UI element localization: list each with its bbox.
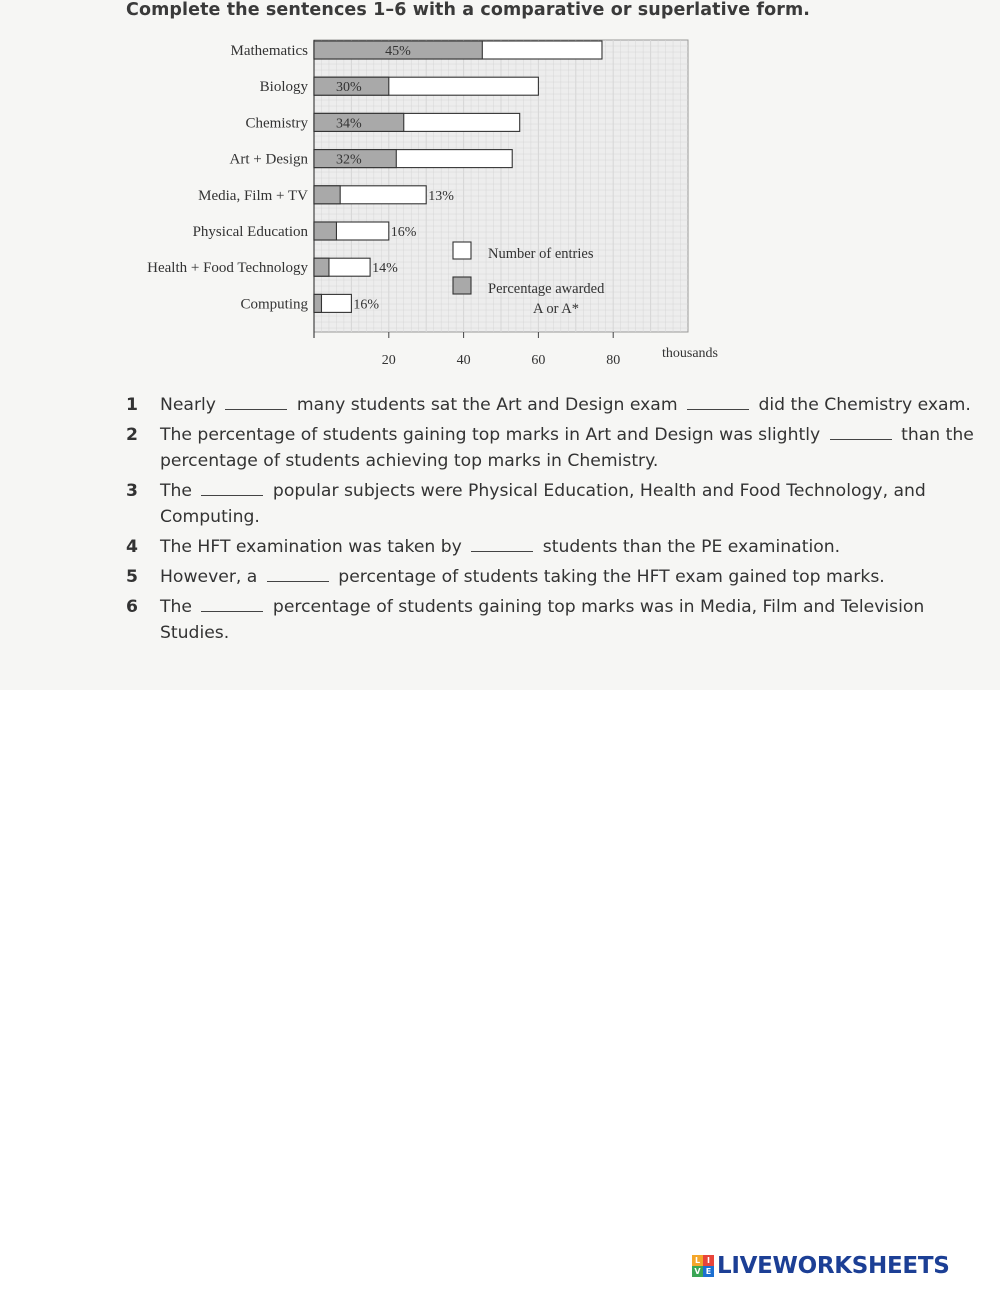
bar-percentage-top-marks xyxy=(314,186,340,204)
bar-percentage-top-marks xyxy=(314,258,329,276)
legend-label-percentage: Percentage awarded xyxy=(488,281,605,297)
logo-text: LIVEWORKSHEETS xyxy=(717,1253,950,1279)
x-tick-label: 40 xyxy=(456,353,471,368)
logo-letter: E xyxy=(703,1266,714,1277)
data-label: 34% xyxy=(336,116,362,132)
answer-blank[interactable] xyxy=(830,424,892,440)
question-4 xyxy=(126,534,992,560)
x-axis-label: thousands xyxy=(662,346,718,361)
category-label: Biology xyxy=(259,79,308,96)
question-1 xyxy=(126,392,992,418)
question-number: 3 xyxy=(126,481,138,501)
legend-label-percentage-line2: A or A* xyxy=(533,301,579,317)
category-label: Physical Education xyxy=(192,224,308,240)
legend-swatch-entries xyxy=(453,242,471,259)
legend-swatch-percentage xyxy=(453,277,471,294)
category-label: Computing xyxy=(240,296,308,313)
answer-blank[interactable] xyxy=(267,566,329,582)
category-label: Chemistry xyxy=(245,115,308,132)
bar-percentage-top-marks xyxy=(314,222,336,240)
instruction-heading: Complete the sentences 1–6 with a comparative or superlative form. xyxy=(126,0,811,20)
data-label: 45% xyxy=(385,44,411,59)
question-6 xyxy=(126,594,992,646)
data-label: 13% xyxy=(428,188,454,204)
category-label: Health + Food Technology xyxy=(147,260,308,277)
logo-mark-icon xyxy=(692,1255,714,1277)
question-number: 4 xyxy=(126,537,138,557)
data-label: 16% xyxy=(353,297,380,313)
question-text: However, a percentage of students taking the HFT exam gained top marks. xyxy=(160,567,885,587)
data-label: 30% xyxy=(336,80,362,96)
question-text: The percentage of students gaining top marks was in Media, Film and Television Studies. xyxy=(160,597,925,643)
question-list xyxy=(126,392,992,650)
x-tick-label: 20 xyxy=(381,353,396,368)
legend-label-entries: Number of entries xyxy=(488,246,594,262)
x-tick-label: 80 xyxy=(606,353,621,368)
bar-percentage-top-marks xyxy=(314,294,321,312)
question-text: Nearly many students sat the Art and Design exam did the Chemistry exam. xyxy=(160,395,971,415)
category-label: Art + Design xyxy=(229,151,308,168)
answer-blank[interactable] xyxy=(201,596,263,612)
question-text: The popular subjects were Physical Education, Health and Food Technology, and Computing. xyxy=(160,481,926,527)
category-label: Mathematics xyxy=(230,43,308,59)
question-5 xyxy=(126,564,992,590)
data-label: 32% xyxy=(336,152,362,168)
logo-letter: V xyxy=(692,1266,703,1277)
x-tick-label: 60 xyxy=(531,353,546,368)
answer-blank[interactable] xyxy=(471,536,533,552)
answer-blank[interactable] xyxy=(201,480,263,496)
question-number: 2 xyxy=(126,425,138,445)
answer-blank[interactable] xyxy=(225,394,287,410)
category-label: Media, Film + TV xyxy=(198,187,308,204)
question-number: 6 xyxy=(126,597,138,617)
data-label: 16% xyxy=(390,225,417,240)
question-number: 1 xyxy=(126,395,138,415)
question-text: The HFT examination was taken by students than the PE examination. xyxy=(160,537,841,557)
answer-blank[interactable] xyxy=(687,394,749,410)
logo-letter: L xyxy=(692,1255,703,1266)
bar-chart xyxy=(0,0,1000,380)
logo-letter: I xyxy=(703,1255,714,1266)
question-text: The percentage of students gaining top marks in Art and Design was slightly than the percentage of students achieving top marks in Chemistry. xyxy=(160,425,974,471)
question-2 xyxy=(126,422,992,474)
data-label: 14% xyxy=(372,261,398,277)
question-number: 5 xyxy=(126,567,138,587)
liveworksheets-logo[interactable] xyxy=(692,1253,949,1279)
question-3 xyxy=(126,478,992,530)
